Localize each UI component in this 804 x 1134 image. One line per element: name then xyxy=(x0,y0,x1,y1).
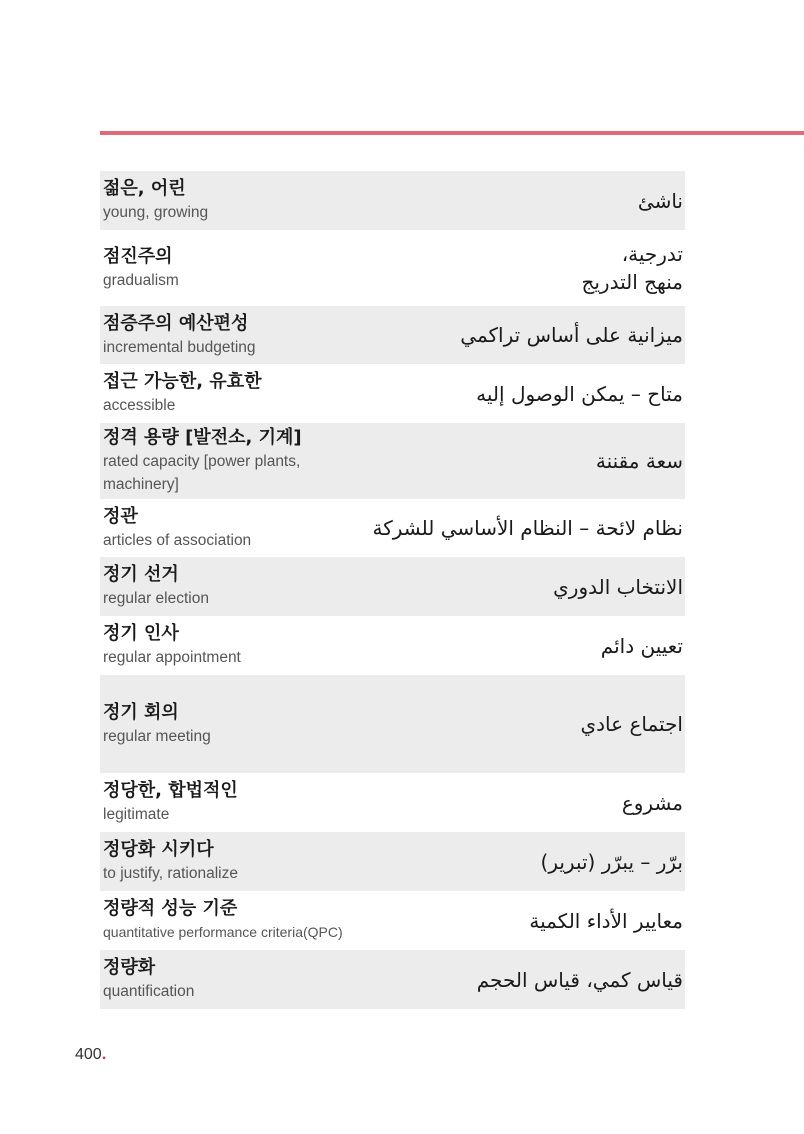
english-term: accessible xyxy=(103,397,176,414)
glossary-entry xyxy=(100,950,685,1009)
arabic-line: مشروع xyxy=(621,790,683,815)
glossary-entry xyxy=(100,364,685,423)
glossary-entry xyxy=(100,675,685,773)
korean-term: 정당화 시키다 xyxy=(103,839,214,860)
arabic-line: ميزانية على أساس تراكمي xyxy=(460,323,683,347)
english-term: quantification xyxy=(103,983,195,1000)
korean-english-cell xyxy=(103,956,194,1003)
korean-term: 접근 가능한, 유효한 xyxy=(103,371,262,392)
arabic-term xyxy=(251,514,683,542)
arabic-line: تدرجية، xyxy=(621,242,683,266)
korean-term: 정기 인사 xyxy=(103,623,179,644)
korean-term: 점증주의 예산편성 xyxy=(103,312,249,334)
glossary-entry xyxy=(100,616,685,675)
arabic-line: قياس كمي، قياس الحجم xyxy=(476,967,683,992)
english-term: regular meeting xyxy=(103,727,211,745)
page-number xyxy=(75,1046,106,1064)
korean-english-cell xyxy=(103,897,343,944)
glossary-entry xyxy=(100,891,685,950)
glossary-table xyxy=(100,171,685,1009)
arabic-term xyxy=(343,907,683,935)
korean-english-cell xyxy=(103,701,211,748)
arabic-term xyxy=(194,966,683,994)
english-term: quantitative performance criteria(QPC) xyxy=(103,924,343,940)
page-number-dot: . xyxy=(101,1046,107,1063)
korean-english-cell xyxy=(103,245,179,292)
korean-term: 정량적 성능 기준 xyxy=(103,898,238,919)
arabic-term xyxy=(179,240,683,296)
glossary-entry xyxy=(100,230,685,306)
korean-english-cell xyxy=(103,838,238,885)
glossary-entry xyxy=(100,306,685,364)
korean-term: 정당한, 합법적인 xyxy=(103,780,238,801)
english-term: incremental budgeting xyxy=(103,338,256,356)
arabic-term xyxy=(261,380,683,408)
english-term: regular election xyxy=(103,590,209,607)
korean-term: 정량화 xyxy=(103,957,156,978)
arabic-term xyxy=(238,848,683,876)
arabic-line: سعة مقننة xyxy=(595,449,683,473)
korean-english-cell xyxy=(103,779,238,826)
english-term: articles of association xyxy=(103,531,252,549)
page-number-value: 400 xyxy=(75,1046,102,1063)
english-term: regular appointment xyxy=(103,649,241,666)
arabic-term xyxy=(241,632,683,660)
korean-term: 점진주의 xyxy=(103,245,173,267)
korean-term: 정기 선거 xyxy=(103,564,179,585)
korean-english-cell xyxy=(103,370,261,417)
arabic-line: منهج التدريج xyxy=(581,270,683,294)
english-term: young, growing xyxy=(103,204,209,221)
english-term: rated capacity [power plants, machinery] xyxy=(103,453,301,493)
arabic-line: برّر – يبرّر (تبرير) xyxy=(540,849,683,874)
arabic-line: تعيين دائم xyxy=(600,633,683,658)
glossary-entry xyxy=(100,557,685,616)
english-term: legitimate xyxy=(103,806,170,823)
header-accent-rule xyxy=(100,131,804,135)
arabic-term xyxy=(209,573,683,601)
glossary-entry xyxy=(100,423,685,499)
korean-english-cell xyxy=(103,312,256,359)
korean-english-cell xyxy=(103,622,241,669)
korean-term: 정관 xyxy=(103,505,138,527)
arabic-term xyxy=(256,321,683,349)
english-term: to justify, rationalize xyxy=(103,865,238,882)
glossary-entry xyxy=(100,171,685,230)
korean-english-cell xyxy=(103,505,251,552)
arabic-term xyxy=(211,710,683,738)
arabic-line: ناشئ xyxy=(637,188,683,213)
arabic-line: متاح – يمكن الوصول إليه xyxy=(476,381,683,406)
korean-english-cell xyxy=(103,426,333,496)
korean-term: 정기 회의 xyxy=(103,701,179,723)
glossary-entry xyxy=(100,832,685,891)
arabic-term xyxy=(238,789,683,817)
english-term: gradualism xyxy=(103,271,179,289)
arabic-line: معايير الأداء الكمية xyxy=(529,908,683,933)
korean-term: 젊은, 어린 xyxy=(103,178,186,199)
arabic-line: نظام لائحة – النظام الأساسي للشركة xyxy=(372,516,683,540)
glossary-entry xyxy=(100,773,685,832)
korean-term: 정격 용량 [발전소, 기계] xyxy=(103,427,302,448)
arabic-line: الانتخاب الدوري xyxy=(553,574,683,599)
glossary-entry xyxy=(100,499,685,557)
korean-english-cell xyxy=(103,177,208,224)
arabic-line: اجتماع عادي xyxy=(580,712,683,736)
arabic-term xyxy=(208,187,683,215)
korean-english-cell xyxy=(103,563,209,610)
arabic-term xyxy=(333,447,683,475)
